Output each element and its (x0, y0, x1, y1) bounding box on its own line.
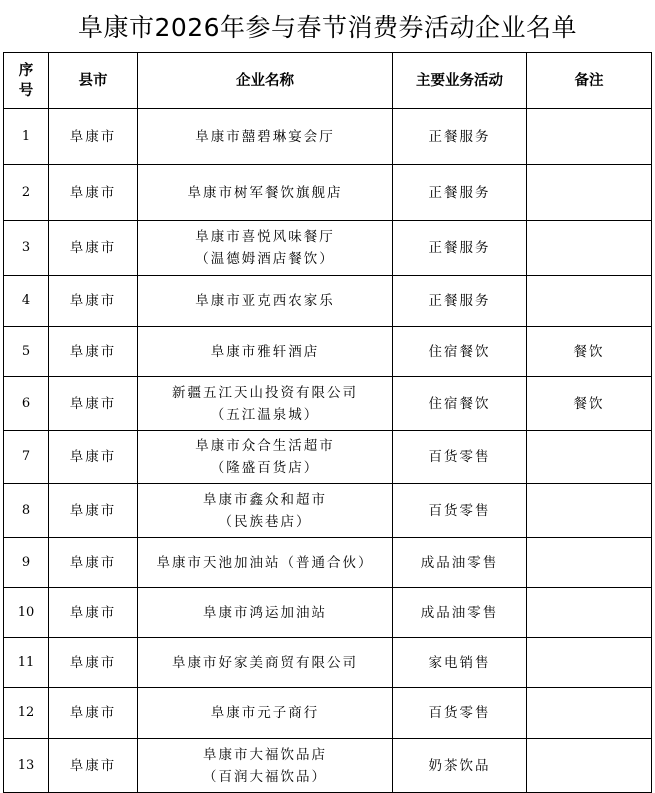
table-row (4, 276, 652, 327)
company-name-line: （百润大福饮品） (203, 768, 327, 785)
cell-company-name (138, 109, 393, 165)
cell-business: 正餐服务 (393, 221, 527, 276)
table-row (4, 221, 652, 276)
cell-business: 住宿餐饮 (393, 327, 527, 377)
header-business: 主要业务活动 (393, 53, 527, 109)
cell-note (527, 588, 652, 638)
cell-county: 阜康市 (49, 484, 138, 538)
table-row (4, 165, 652, 221)
cell-business: 正餐服务 (393, 165, 527, 221)
table-row (4, 739, 652, 793)
company-name-line: 阜康市好家美商贸有限公司 (172, 654, 358, 671)
cell-seq: 12 (4, 688, 49, 739)
cell-county: 阜康市 (49, 327, 138, 377)
cell-county: 阜康市 (49, 276, 138, 327)
table-row (4, 688, 652, 739)
company-name-line: （隆盛百货店） (210, 460, 320, 476)
cell-note (527, 165, 652, 221)
cell-note: 餐饮 (527, 377, 652, 431)
cell-county: 阜康市 (49, 109, 138, 165)
cell-seq: 10 (4, 588, 49, 638)
table-row (4, 538, 652, 588)
cell-business: 百货零售 (393, 484, 527, 538)
cell-county: 阜康市 (49, 431, 138, 484)
cell-company-name (138, 221, 393, 276)
company-name-line: 阜康市元子商行 (210, 705, 320, 721)
cell-business: 正餐服务 (393, 276, 527, 327)
header-note: 备注 (527, 53, 652, 109)
cell-business: 成品油零售 (393, 588, 527, 638)
cell-county: 阜康市 (49, 538, 138, 588)
cell-note (527, 431, 652, 484)
cell-company-name (138, 688, 393, 739)
table-row (4, 377, 652, 431)
header-seq (4, 53, 49, 109)
cell-company-name (138, 638, 393, 688)
header-county: 县市 (49, 53, 138, 109)
cell-county: 阜康市 (49, 739, 138, 793)
cell-seq: 1 (4, 109, 49, 165)
cell-seq: 3 (4, 221, 49, 276)
table-body (4, 109, 652, 793)
cell-county: 阜康市 (49, 165, 138, 221)
cell-business: 住宿餐饮 (393, 377, 527, 431)
cell-county: 阜康市 (49, 588, 138, 638)
cell-county: 阜康市 (49, 377, 138, 431)
table-row (4, 109, 652, 165)
cell-company-name (138, 484, 393, 538)
cell-note (527, 688, 652, 739)
cell-seq: 5 (4, 327, 49, 377)
company-table (3, 52, 652, 793)
company-name-line: 阜康市鑫众和超市 (203, 491, 327, 508)
cell-business: 家电销售 (393, 638, 527, 688)
cell-note (527, 276, 652, 327)
cell-note (527, 739, 652, 793)
cell-note (527, 484, 652, 538)
table-row (4, 327, 652, 377)
company-name-line: （五江温泉城） (210, 406, 320, 423)
cell-county: 阜康市 (49, 688, 138, 739)
company-name-line: 阜康市雅轩酒店 (210, 343, 320, 360)
cell-business: 正餐服务 (393, 109, 527, 165)
cell-company-name (138, 165, 393, 221)
cell-seq: 7 (4, 431, 49, 484)
header-seq-line-2: 号 (18, 82, 34, 99)
table-row (4, 588, 652, 638)
company-name-line: 阜康市喜悦风味餐厅 (195, 229, 335, 245)
company-name-line: （民族巷店） (218, 513, 312, 530)
company-name-line: （温德姆酒店餐饮） (195, 251, 335, 267)
company-name-line: 阜康市树军餐饮旗舰店 (187, 184, 343, 201)
cell-note: 餐饮 (527, 327, 652, 377)
company-name-line: 阜康市鸿运加油站 (203, 604, 327, 621)
cell-company-name (138, 431, 393, 484)
cell-seq: 9 (4, 538, 49, 588)
company-name-line: 阜康市天池加油站（普通合伙） (156, 554, 374, 571)
cell-company-name (138, 588, 393, 638)
company-name-line: 阜康市众合生活超市 (195, 438, 335, 454)
cell-business: 奶茶饮品 (393, 739, 527, 793)
cell-seq: 13 (4, 739, 49, 793)
table-row (4, 431, 652, 484)
cell-business: 百货零售 (393, 688, 527, 739)
cell-company-name (138, 327, 393, 377)
cell-seq: 6 (4, 377, 49, 431)
cell-note (527, 109, 652, 165)
cell-seq: 2 (4, 165, 49, 221)
cell-company-name (138, 739, 393, 793)
cell-note (527, 221, 652, 276)
table-row (4, 638, 652, 688)
company-name-line: 新疆五江天山投资有限公司 (172, 384, 358, 401)
cell-business: 成品油零售 (393, 538, 527, 588)
document-title: 阜康市2026年参与春节消费券活动企业名单 (77, 13, 578, 42)
cell-seq: 8 (4, 484, 49, 538)
cell-county: 阜康市 (49, 638, 138, 688)
cell-county: 阜康市 (49, 221, 138, 276)
cell-company-name (138, 538, 393, 588)
company-name-line: 阜康市大福饮品店 (203, 746, 327, 763)
cell-seq: 4 (4, 276, 49, 327)
table-header-row (4, 53, 652, 109)
header-seq-line-1: 序 (18, 62, 34, 79)
company-name-line: 阜康市亚克西农家乐 (195, 293, 335, 309)
cell-business: 百货零售 (393, 431, 527, 484)
company-name-line: 阜康市囍碧琳宴会厅 (195, 128, 335, 145)
cell-seq: 11 (4, 638, 49, 688)
table-row (4, 484, 652, 538)
cell-company-name (138, 377, 393, 431)
cell-company-name (138, 276, 393, 327)
cell-note (527, 538, 652, 588)
cell-note (527, 638, 652, 688)
header-company: 企业名称 (138, 53, 393, 109)
